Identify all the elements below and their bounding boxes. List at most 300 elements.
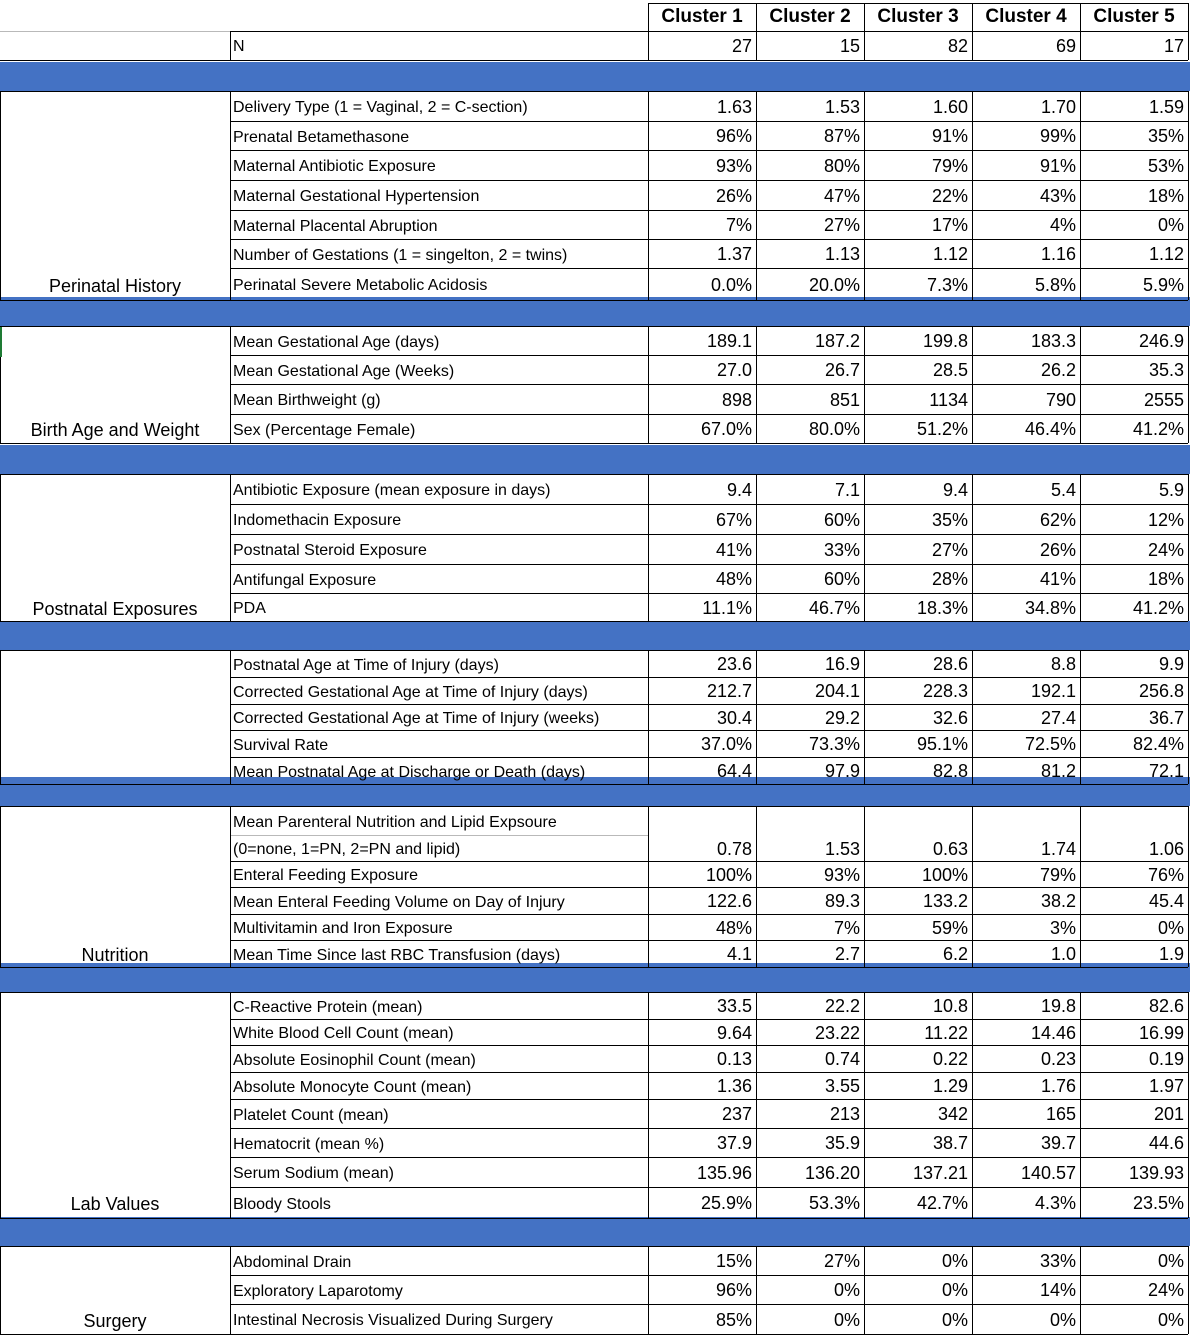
grid-line bbox=[648, 806, 649, 967]
data-cell: 1.37 bbox=[716, 244, 752, 264]
grid-line bbox=[0, 650, 1188, 651]
grid-line bbox=[230, 806, 231, 967]
grid-line bbox=[230, 474, 231, 621]
data-cell: 14.46 bbox=[1030, 1023, 1076, 1043]
grid-line bbox=[1080, 650, 1081, 784]
data-cell: 1.29 bbox=[932, 1076, 968, 1096]
data-cell: 76% bbox=[1147, 865, 1184, 885]
row-label: Mean Parenteral Nutrition and Lipid Expsoure bbox=[233, 814, 557, 831]
row-label: Absolute Monocyte Count (mean) bbox=[233, 1079, 472, 1096]
data-cell: 59% bbox=[931, 918, 968, 938]
grid-line bbox=[0, 1246, 1, 1334]
row-label: Maternal Gestational Hypertension bbox=[233, 188, 480, 205]
grid-line bbox=[1188, 3, 1189, 60]
row-label: Antifungal Exposure bbox=[233, 572, 377, 589]
section-separator-band bbox=[0, 621, 1190, 650]
data-cell: 1.70 bbox=[1040, 97, 1076, 117]
data-cell: 33% bbox=[1039, 1251, 1076, 1271]
data-cell: 48% bbox=[715, 918, 752, 938]
data-cell: 0% bbox=[1157, 918, 1184, 938]
grid-line bbox=[648, 650, 649, 784]
data-cell: 6.2 bbox=[942, 944, 968, 964]
data-cell: 5.8% bbox=[1034, 275, 1076, 295]
data-cell: 1.9 bbox=[1158, 944, 1184, 964]
grid-line bbox=[864, 650, 865, 784]
data-cell: 67% bbox=[715, 510, 752, 530]
column-header-cluster-3[interactable]: Cluster 3 bbox=[877, 6, 959, 27]
data-cell: 81.2 bbox=[1040, 761, 1076, 781]
n-value: 27 bbox=[731, 36, 752, 56]
data-cell: 256.8 bbox=[1138, 681, 1184, 701]
grid-line bbox=[1188, 992, 1189, 1218]
data-cell: 140.57 bbox=[1020, 1163, 1076, 1183]
data-cell: 82.4% bbox=[1132, 734, 1184, 754]
data-cell: 0.23 bbox=[1040, 1049, 1076, 1069]
grid-line bbox=[0, 474, 1188, 475]
grid-line bbox=[230, 650, 231, 784]
data-cell: 38.7 bbox=[932, 1133, 968, 1153]
row-label: (0=none, 1=PN, 2=PN and lipid) bbox=[233, 841, 461, 858]
data-cell: 96% bbox=[715, 1280, 752, 1300]
section-title: Postnatal Exposures bbox=[32, 599, 198, 619]
data-cell: 80% bbox=[823, 156, 860, 176]
data-cell: 64.4 bbox=[716, 761, 752, 781]
data-cell: 23.6 bbox=[716, 654, 752, 674]
grid-line bbox=[972, 474, 973, 621]
grid-line bbox=[1080, 91, 1081, 300]
data-cell: 34.8% bbox=[1024, 598, 1076, 618]
grid-line bbox=[756, 806, 757, 967]
grid-line bbox=[864, 326, 865, 443]
row-label: Mean Time Since last RBC Transfusion (days) bbox=[233, 947, 561, 964]
data-cell: 1.76 bbox=[1040, 1076, 1076, 1096]
data-cell bbox=[756, 806, 864, 835]
row-label: Platelet Count (mean) bbox=[233, 1107, 389, 1124]
grid-line bbox=[756, 3, 757, 60]
data-cell: 60% bbox=[823, 510, 860, 530]
data-cell: 23.22 bbox=[814, 1023, 860, 1043]
data-cell: 41.2% bbox=[1132, 598, 1184, 618]
data-cell: 22.2 bbox=[824, 996, 860, 1016]
data-cell: 62% bbox=[1039, 510, 1076, 530]
row-label: Enteral Feeding Exposure bbox=[233, 867, 418, 884]
grid-line bbox=[230, 326, 231, 443]
data-cell: 5.4 bbox=[1050, 480, 1076, 500]
row-label: Abdominal Drain bbox=[233, 1254, 352, 1271]
data-cell: 27.4 bbox=[1040, 708, 1076, 728]
data-cell: 67.0% bbox=[700, 419, 752, 439]
grid-line bbox=[648, 91, 649, 300]
data-cell: 213 bbox=[829, 1104, 860, 1124]
data-cell: 1.97 bbox=[1148, 1076, 1184, 1096]
row-label: Exploratory Laparotomy bbox=[233, 1283, 403, 1300]
row-label: Bloody Stools bbox=[233, 1196, 331, 1213]
data-cell: 187.2 bbox=[814, 331, 860, 351]
data-cell: 4.1 bbox=[726, 944, 752, 964]
data-cell: 46.4% bbox=[1024, 419, 1076, 439]
row-label: Absolute Eosinophil Count (mean) bbox=[233, 1052, 476, 1069]
grid-line bbox=[0, 806, 1188, 807]
data-cell: 39.7 bbox=[1040, 1133, 1076, 1153]
data-cell: 42.7% bbox=[916, 1193, 968, 1213]
grid-line bbox=[972, 3, 973, 60]
data-cell: 0% bbox=[1157, 215, 1184, 235]
data-cell bbox=[648, 806, 756, 835]
grid-line bbox=[864, 1246, 865, 1334]
data-cell: 53.3% bbox=[808, 1193, 860, 1213]
data-cell: 72.1 bbox=[1148, 761, 1184, 781]
column-header-cluster-2[interactable]: Cluster 2 bbox=[769, 6, 851, 27]
grid-line bbox=[972, 326, 973, 443]
grid-line bbox=[0, 784, 230, 785]
grid-line bbox=[756, 91, 757, 300]
data-cell: 26% bbox=[1039, 540, 1076, 560]
section-title: Nutrition bbox=[81, 945, 149, 965]
data-cell: 23.5% bbox=[1132, 1193, 1184, 1213]
data-cell: 1.53 bbox=[824, 839, 860, 859]
data-cell: 0.13 bbox=[716, 1049, 752, 1069]
grid-line bbox=[756, 992, 757, 1218]
row-label: Prenatal Betamethasone bbox=[233, 129, 410, 146]
row-label: Mean Gestational Age (Weeks) bbox=[233, 363, 455, 380]
grid-line bbox=[1188, 650, 1189, 784]
n-value: 17 bbox=[1163, 36, 1184, 56]
data-cell: 27% bbox=[931, 540, 968, 560]
row-label: Number of Gestations (1 = singelton, 2 = twins) bbox=[233, 247, 568, 264]
data-cell: 18.3% bbox=[916, 598, 968, 618]
row-label: Maternal Placental Abruption bbox=[233, 218, 438, 235]
grid-line bbox=[230, 784, 1188, 785]
data-cell: 18% bbox=[1147, 569, 1184, 589]
data-cell: 33.5 bbox=[716, 996, 752, 1016]
row-label: Postnatal Age at Time of Injury (days) bbox=[233, 657, 499, 674]
data-cell: 898 bbox=[721, 390, 752, 410]
data-cell: 27% bbox=[823, 1251, 860, 1271]
data-cell: 27.0 bbox=[716, 360, 752, 380]
grid-line bbox=[1188, 91, 1189, 300]
data-cell: 53% bbox=[1147, 156, 1184, 176]
data-cell: 15% bbox=[715, 1251, 752, 1271]
grid-line bbox=[230, 1218, 1188, 1219]
data-cell: 0% bbox=[941, 1310, 968, 1330]
data-cell: 342 bbox=[937, 1104, 968, 1124]
data-cell bbox=[972, 806, 1080, 835]
section-title: Birth Age and Weight bbox=[30, 420, 200, 440]
data-cell bbox=[864, 806, 972, 835]
grid-line bbox=[230, 91, 231, 300]
grid-line bbox=[756, 326, 757, 443]
data-cell: 82.6 bbox=[1148, 996, 1184, 1016]
grid-line bbox=[648, 3, 1188, 4]
section-title bbox=[0, 757, 230, 784]
row-label: Intestinal Necrosis Visualized During Surgery bbox=[233, 1312, 553, 1329]
data-cell: 28% bbox=[931, 569, 968, 589]
data-cell: 0.0% bbox=[710, 275, 752, 295]
grid-line bbox=[1080, 992, 1081, 1218]
data-cell: 41% bbox=[715, 540, 752, 560]
data-cell: 79% bbox=[931, 156, 968, 176]
grid-line bbox=[0, 91, 1188, 92]
data-cell: 96% bbox=[715, 126, 752, 146]
data-cell: 1.53 bbox=[824, 97, 860, 117]
n-label: N bbox=[233, 38, 245, 55]
data-cell: 35.3 bbox=[1148, 360, 1184, 380]
column-header-cluster-5[interactable]: Cluster 5 bbox=[1093, 6, 1175, 27]
grid-line bbox=[0, 992, 1, 1218]
grid-line bbox=[0, 1334, 230, 1335]
data-cell: 47% bbox=[823, 186, 860, 206]
data-cell: 35.9 bbox=[824, 1133, 860, 1153]
grid-line bbox=[230, 443, 1188, 444]
data-cell: 9.9 bbox=[1158, 654, 1184, 674]
data-cell: 201 bbox=[1153, 1104, 1184, 1124]
data-cell: 51.2% bbox=[916, 419, 968, 439]
data-cell: 790 bbox=[1045, 390, 1076, 410]
n-value: 15 bbox=[839, 36, 860, 56]
grid-line bbox=[756, 650, 757, 784]
data-cell bbox=[1080, 806, 1188, 835]
section-separator-band bbox=[0, 297, 1190, 326]
data-cell: 14% bbox=[1039, 1280, 1076, 1300]
data-cell: 7% bbox=[833, 918, 860, 938]
data-cell: 0.22 bbox=[932, 1049, 968, 1069]
grid-line bbox=[0, 300, 230, 301]
data-cell: 137.21 bbox=[912, 1163, 968, 1183]
data-cell: 19.8 bbox=[1040, 996, 1076, 1016]
grid-line bbox=[1080, 326, 1081, 443]
grid-line bbox=[972, 806, 973, 967]
grid-line bbox=[0, 967, 230, 968]
data-cell: 133.2 bbox=[922, 891, 968, 911]
data-cell: 11.1% bbox=[702, 598, 752, 618]
grid-line bbox=[1188, 326, 1189, 443]
grid-line bbox=[0, 650, 1, 784]
data-cell: 8.8 bbox=[1050, 654, 1076, 674]
grid-line bbox=[648, 326, 649, 443]
data-cell: 60% bbox=[823, 569, 860, 589]
grid-line bbox=[0, 1246, 1188, 1247]
data-cell: 1.0 bbox=[1050, 944, 1076, 964]
grid-line bbox=[648, 992, 649, 1218]
data-cell: 25.9% bbox=[700, 1193, 752, 1213]
data-cell: 16.99 bbox=[1138, 1023, 1184, 1043]
data-cell: 32.6 bbox=[932, 708, 968, 728]
grid-line bbox=[230, 31, 231, 60]
data-cell: 37.0% bbox=[700, 734, 752, 754]
data-cell: 135.96 bbox=[696, 1163, 752, 1183]
grid-line bbox=[1188, 1246, 1189, 1334]
data-cell: 35% bbox=[1147, 126, 1184, 146]
n-value: 82 bbox=[947, 36, 968, 56]
data-cell: 26.2 bbox=[1040, 360, 1076, 380]
row-label: PDA bbox=[233, 600, 266, 617]
data-cell: 204.1 bbox=[814, 681, 860, 701]
data-cell: 99% bbox=[1039, 126, 1076, 146]
grid-line bbox=[756, 1246, 757, 1334]
section-title: Lab Values bbox=[70, 1194, 160, 1214]
grid-line bbox=[1080, 3, 1081, 60]
data-cell: 1.12 bbox=[932, 244, 968, 264]
data-cell: 3% bbox=[1049, 918, 1076, 938]
row-label: Mean Enteral Feeding Volume on Day of Injury bbox=[233, 894, 565, 911]
data-cell: 1.59 bbox=[1148, 97, 1184, 117]
data-cell: 2555 bbox=[1143, 390, 1184, 410]
grid-line bbox=[1080, 474, 1081, 621]
data-cell: 1.74 bbox=[1040, 839, 1076, 859]
row-label: Survival Rate bbox=[233, 737, 329, 754]
grid-line bbox=[0, 326, 1188, 327]
data-cell: 26% bbox=[715, 186, 752, 206]
data-cell: 85% bbox=[715, 1310, 752, 1330]
data-cell: 9.4 bbox=[726, 480, 752, 500]
data-cell: 5.9% bbox=[1142, 275, 1184, 295]
grid-line bbox=[0, 91, 1, 300]
grid-line bbox=[230, 621, 1188, 622]
data-cell: 17% bbox=[931, 215, 968, 235]
row-label: Antibiotic Exposure (mean exposure in days) bbox=[233, 482, 551, 499]
data-cell: 11.22 bbox=[924, 1023, 968, 1043]
data-cell: 95.1% bbox=[916, 734, 968, 754]
row-label: Delivery Type (1 = Vaginal, 2 = C-section) bbox=[233, 99, 528, 116]
data-cell: 18% bbox=[1147, 186, 1184, 206]
data-cell: 16.9 bbox=[824, 654, 860, 674]
data-cell: 1.60 bbox=[932, 97, 968, 117]
data-cell: 228.3 bbox=[922, 681, 968, 701]
data-cell: 37.9 bbox=[716, 1133, 752, 1153]
column-header-cluster-4[interactable]: Cluster 4 bbox=[985, 6, 1067, 27]
data-cell: 212.7 bbox=[706, 681, 752, 701]
row-label: Corrected Gestational Age at Time of Injury (days) bbox=[233, 684, 588, 701]
data-cell: 1.36 bbox=[716, 1076, 752, 1096]
data-cell: 0% bbox=[941, 1251, 968, 1271]
data-cell: 246.9 bbox=[1138, 331, 1184, 351]
data-cell: 0% bbox=[941, 1280, 968, 1300]
grid-line bbox=[864, 91, 865, 300]
data-cell: 199.8 bbox=[922, 331, 968, 351]
row-label: Perinatal Severe Metabolic Acidosis bbox=[233, 277, 488, 294]
data-cell: 1.63 bbox=[716, 97, 752, 117]
grid-line bbox=[0, 60, 1188, 61]
data-cell: 27% bbox=[823, 215, 860, 235]
data-cell: 97.9 bbox=[824, 761, 860, 781]
data-cell: 851 bbox=[829, 390, 860, 410]
data-cell: 22% bbox=[931, 186, 968, 206]
data-cell: 192.1 bbox=[1030, 681, 1076, 701]
grid-line bbox=[648, 1246, 649, 1334]
data-cell: 10.8 bbox=[932, 996, 968, 1016]
data-cell: 7.1 bbox=[834, 480, 860, 500]
data-cell: 9.64 bbox=[716, 1023, 752, 1043]
data-cell: 3.55 bbox=[824, 1076, 860, 1096]
data-cell: 1.16 bbox=[1040, 244, 1076, 264]
grid-line bbox=[0, 443, 230, 444]
data-cell: 4.3% bbox=[1034, 1193, 1076, 1213]
grid-line bbox=[230, 967, 1188, 968]
grid-line bbox=[0, 474, 1, 621]
data-cell: 44.6 bbox=[1148, 1133, 1184, 1153]
data-cell: 72.5% bbox=[1024, 734, 1076, 754]
grid-line bbox=[648, 3, 649, 60]
data-cell: 0% bbox=[833, 1310, 860, 1330]
data-cell: 0% bbox=[1049, 1310, 1076, 1330]
data-cell: 29.2 bbox=[824, 708, 860, 728]
data-cell: 2.7 bbox=[834, 944, 860, 964]
data-cell: 1134 bbox=[929, 390, 968, 410]
grid-line bbox=[230, 1246, 231, 1334]
data-cell: 0% bbox=[833, 1280, 860, 1300]
grid-line bbox=[1080, 1246, 1081, 1334]
data-cell: 28.5 bbox=[932, 360, 968, 380]
grid-line bbox=[230, 300, 1188, 301]
grid-line bbox=[864, 474, 865, 621]
data-cell: 91% bbox=[1039, 156, 1076, 176]
row-label: Sex (Percentage Female) bbox=[233, 422, 416, 439]
row-label: Serum Sodium (mean) bbox=[233, 1165, 394, 1182]
data-cell: 30.4 bbox=[716, 708, 752, 728]
section-title: Perinatal History bbox=[48, 276, 182, 296]
grid-line bbox=[1188, 806, 1189, 967]
data-cell: 165 bbox=[1045, 1104, 1076, 1124]
data-cell: 0.19 bbox=[1148, 1049, 1184, 1069]
data-cell: 45.4 bbox=[1148, 891, 1184, 911]
data-cell: 38.2 bbox=[1040, 891, 1076, 911]
data-cell: 0.74 bbox=[824, 1049, 860, 1069]
data-cell: 93% bbox=[715, 156, 752, 176]
data-cell: 12% bbox=[1147, 510, 1184, 530]
data-cell: 5.9 bbox=[1158, 480, 1184, 500]
grid-line bbox=[864, 806, 865, 967]
data-cell: 89.3 bbox=[824, 891, 860, 911]
data-cell: 28.6 bbox=[932, 654, 968, 674]
section-title: Surgery bbox=[83, 1311, 147, 1331]
data-cell: 4% bbox=[1049, 215, 1076, 235]
grid-line bbox=[1080, 806, 1081, 967]
data-cell: 35% bbox=[931, 510, 968, 530]
section-separator-band bbox=[0, 445, 1190, 474]
grid-line bbox=[0, 31, 230, 32]
grid-line bbox=[972, 650, 973, 784]
row-label: Mean Postnatal Age at Discharge or Death (days) bbox=[233, 764, 586, 781]
data-cell: 0% bbox=[1157, 1251, 1184, 1271]
column-header-cluster-1[interactable]: Cluster 1 bbox=[661, 6, 743, 27]
grid-line bbox=[0, 1218, 230, 1219]
row-label: White Blood Cell Count (mean) bbox=[233, 1025, 454, 1042]
grid-line bbox=[972, 992, 973, 1218]
row-label: Mean Birthweight (g) bbox=[233, 392, 381, 409]
selection-marker bbox=[0, 327, 2, 357]
data-cell: 0.78 bbox=[716, 839, 752, 859]
data-cell: 41.2% bbox=[1132, 419, 1184, 439]
data-cell: 20.0% bbox=[808, 275, 860, 295]
data-cell: 1.12 bbox=[1148, 244, 1184, 264]
row-label: Corrected Gestational Age at Time of Injury (weeks) bbox=[233, 710, 600, 727]
data-cell: 0% bbox=[1157, 1310, 1184, 1330]
grid-line bbox=[864, 3, 865, 60]
grid-line bbox=[864, 992, 865, 1218]
row-label: Multivitamin and Iron Exposure bbox=[233, 920, 453, 937]
data-cell: 139.93 bbox=[1128, 1163, 1184, 1183]
section-separator-band bbox=[0, 1217, 1190, 1246]
row-label: Hematocrit (mean %) bbox=[233, 1136, 385, 1153]
data-cell: 33% bbox=[823, 540, 860, 560]
grid-line bbox=[972, 91, 973, 300]
grid-line bbox=[972, 1246, 973, 1334]
data-cell: 46.7% bbox=[808, 598, 860, 618]
grid-line bbox=[1188, 474, 1189, 621]
data-cell: 82.8 bbox=[932, 761, 968, 781]
n-value: 69 bbox=[1055, 36, 1076, 56]
grid-line bbox=[756, 474, 757, 621]
